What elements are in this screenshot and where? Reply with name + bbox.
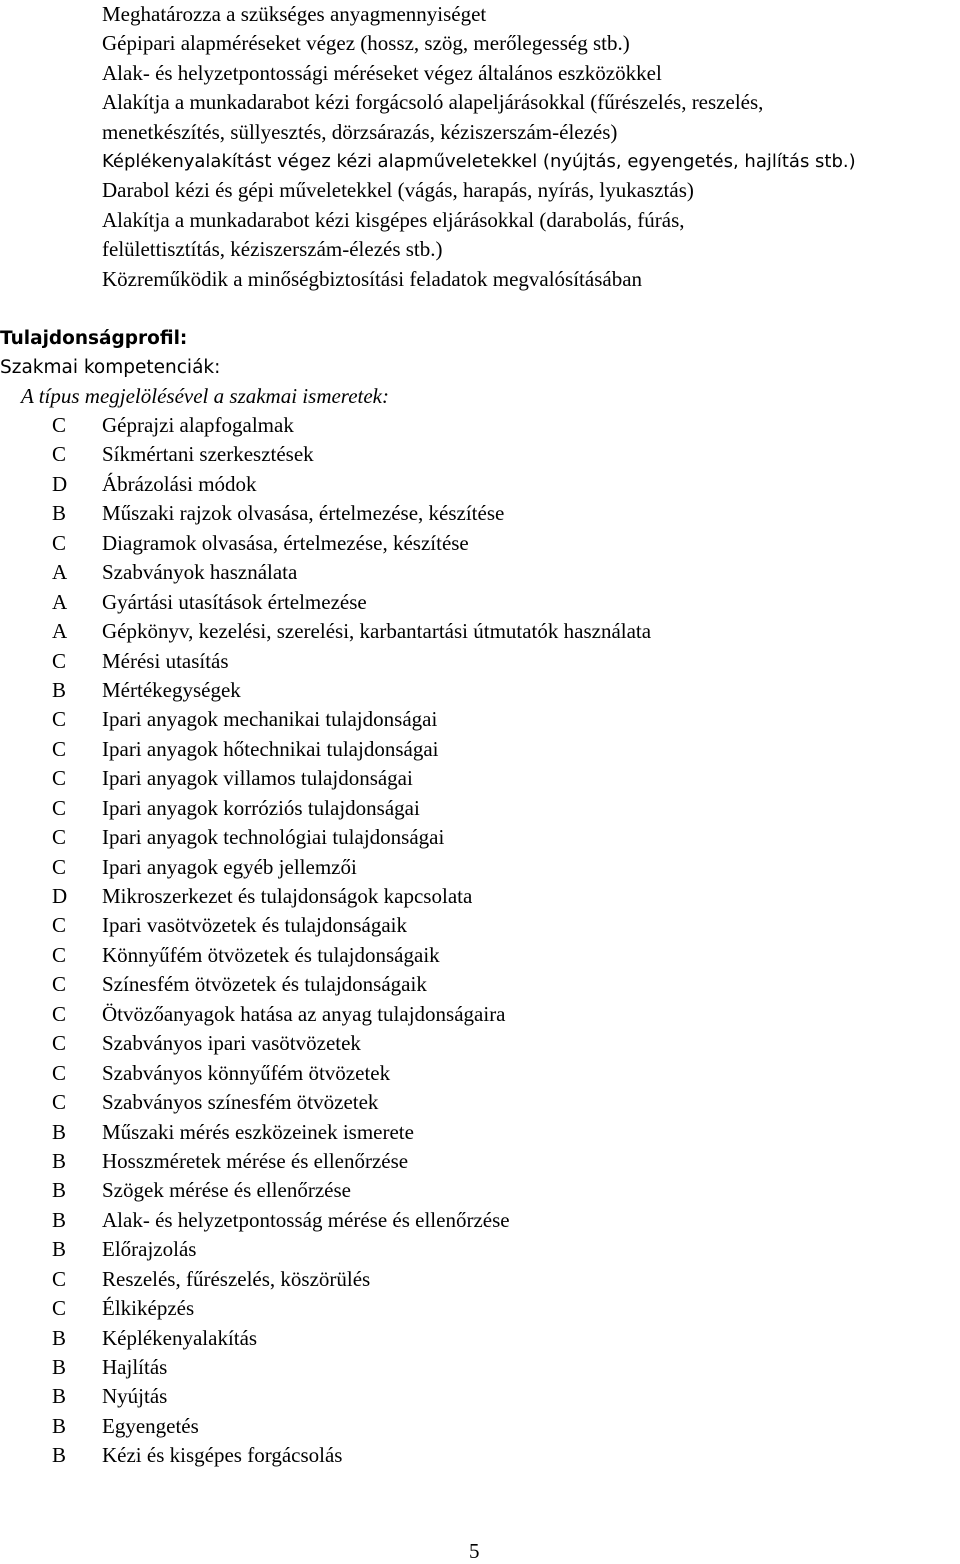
knowledge-row (0, 823, 960, 852)
knowledge-level: C (52, 736, 67, 761)
knowledge-name: Ipari anyagok korróziós tulajdonságai (102, 795, 420, 820)
knowledge-row (0, 470, 960, 499)
knowledge-level: C (52, 1031, 67, 1056)
knowledge-level: B (52, 1178, 67, 1203)
knowledge-name: Géprajzi alapfogalmak (102, 413, 294, 437)
task-line: menetkészítés, süllyesztés, dörzsárazás, kéziszerszám-élezés) (102, 119, 618, 144)
knowledge-name: Műszaki rajzok olvasása, értelmezése, készítése (102, 501, 505, 526)
knowledge-level: C (52, 413, 67, 437)
knowledge-row (0, 941, 960, 970)
knowledge-row (0, 676, 960, 705)
knowledge-level: C (52, 1266, 67, 1291)
knowledge-name: Mérési utasítás (102, 648, 229, 673)
task-line: Alakítja a munkadarabot kézi kisgépes eljárásokkal (darabolás, fúrás, (102, 207, 685, 232)
knowledge-row (0, 617, 960, 646)
knowledge-name: Síkmértani szerkesztések (102, 442, 314, 467)
knowledge-row (0, 558, 960, 587)
task-line: Gépipari alapméréseket végez (hossz, szög, merőlegesség stb.) (102, 31, 630, 56)
knowledge-row (0, 1412, 960, 1441)
knowledge-level: C (52, 825, 67, 850)
knowledge-row (0, 764, 960, 793)
knowledge-level: B (52, 1325, 67, 1350)
profile-heading: Tulajdonságprofil: (0, 328, 188, 349)
task-line: Alak- és helyzetpontossági méréseket végez általános eszközökkel (102, 60, 662, 85)
knowledge-level: C (52, 442, 67, 467)
task-line: Darabol kézi és gépi műveletekkel (vágás, harapás, nyírás, lyukasztás) (102, 178, 694, 203)
knowledge-name: Ipari anyagok technológiai tulajdonságai (102, 825, 445, 850)
knowledge-row (0, 1206, 960, 1235)
knowledge-name: Alak- és helyzetpontosság mérése és ellenőrzése (102, 1207, 510, 1232)
knowledge-level: A (52, 619, 68, 644)
knowledge-name: Képlékenyalakítás (102, 1325, 258, 1350)
knowledge-name: Gépkönyv, kezelési, szerelési, karbantartási útmutatók használata (102, 619, 652, 644)
knowledge-name: Élkiképzés (102, 1296, 195, 1321)
knowledge-level: C (52, 766, 67, 791)
knowledge-level: C (52, 530, 67, 555)
knowledge-level: C (52, 707, 67, 732)
page-number: 5 (469, 1539, 480, 1563)
knowledge-name: Gyártási utasítások értelmezése (102, 589, 367, 614)
knowledge-caption: A típus megjelölésével a szakmai ismeretek: (21, 384, 389, 408)
knowledge-row (0, 1176, 960, 1205)
knowledge-level: C (52, 1090, 67, 1115)
knowledge-level: C (52, 1296, 67, 1321)
knowledge-row (0, 588, 960, 617)
knowledge-row (0, 1088, 960, 1117)
knowledge-level: C (52, 972, 67, 997)
knowledge-name: Ipari vasötvözetek és tulajdonságaik (102, 913, 407, 938)
task-line: Képlékenyalakítást végez kézi alapműveletekkel (nyújtás, egyengetés, hajlítás stb.) (102, 151, 856, 173)
knowledge-row (0, 1382, 960, 1411)
knowledge-name: Ipari anyagok egyéb jellemzői (102, 854, 357, 879)
knowledge-row (0, 1265, 960, 1294)
knowledge-level: B (52, 1355, 67, 1379)
knowledge-row (0, 1294, 960, 1323)
knowledge-level: B (52, 1384, 67, 1409)
knowledge-name: Ábrázolási módok (102, 471, 257, 496)
knowledge-row (0, 911, 960, 940)
knowledge-row (0, 499, 960, 528)
knowledge-level: C (52, 1060, 67, 1085)
knowledge-level: B (52, 1207, 67, 1232)
knowledge-name: Hosszméretek mérése és ellenőrzése (102, 1148, 409, 1173)
knowledge-level: A (52, 589, 68, 614)
knowledge-level: B (52, 677, 67, 702)
task-line: Alakítja a munkadarabot kézi forgácsoló alapeljárásokkal (fűrészelés, reszelés, (102, 90, 764, 115)
knowledge-level: D (52, 471, 68, 496)
knowledge-row (0, 1147, 960, 1176)
knowledge-name: Szabványos könnyűfém ötvözetek (102, 1060, 391, 1085)
knowledge-row (0, 529, 960, 558)
knowledge-name: Ötvözőanyagok hatása az anyag tulajdonságaira (102, 1001, 506, 1026)
task-list (102, 0, 960, 294)
knowledge-name: Egyengetés (102, 1413, 199, 1438)
knowledge-row (0, 853, 960, 882)
knowledge-row (0, 440, 960, 469)
knowledge-name: Szabványok használata (102, 560, 298, 585)
knowledge-level: C (52, 795, 67, 820)
knowledge-row (0, 1235, 960, 1264)
knowledge-level: B (52, 1443, 67, 1468)
knowledge-row (0, 1029, 960, 1058)
task-line: felülettisztítás, kéziszerszám-élezés stb.) (102, 237, 443, 262)
knowledge-name: Mikroszerkezet és tulajdonságok kapcsolata (102, 884, 473, 908)
knowledge-name: Nyújtás (102, 1384, 168, 1409)
knowledge-name: Színesfém ötvözetek és tulajdonságaik (102, 972, 427, 997)
knowledge-level: C (52, 942, 67, 967)
knowledge-row (0, 1000, 960, 1029)
knowledge-level: B (52, 1237, 67, 1262)
knowledge-row (0, 794, 960, 823)
knowledge-name: Ipari anyagok hőtechnikai tulajdonságai (102, 736, 439, 761)
knowledge-level: B (52, 501, 67, 526)
knowledge-level: B (52, 1119, 67, 1144)
task-line: Meghatározza a szükséges anyagmennyiséget (102, 2, 487, 26)
knowledge-row (0, 1059, 960, 1088)
knowledge-row (0, 1324, 960, 1353)
knowledge-name: Szögek mérése és ellenőrzése (102, 1178, 351, 1203)
knowledge-level: B (52, 1413, 67, 1438)
knowledge-row (0, 882, 960, 911)
knowledge-row (0, 970, 960, 999)
knowledge-row (0, 1353, 960, 1382)
profile-subheading: Szakmai kompetenciák: (0, 357, 221, 378)
knowledge-name: Ipari anyagok mechanikai tulajdonságai (102, 707, 438, 732)
knowledge-name: Ipari anyagok villamos tulajdonságai (102, 766, 413, 791)
knowledge-level: C (52, 1001, 67, 1026)
knowledge-name: Műszaki mérés eszközeinek ismerete (102, 1119, 414, 1144)
knowledge-row (0, 1441, 960, 1470)
knowledge-level: C (52, 648, 67, 673)
knowledge-name: Reszelés, fűrészelés, köszörülés (102, 1266, 371, 1291)
knowledge-name: Kézi és kisgépes forgácsolás (102, 1443, 343, 1468)
knowledge-row (0, 1118, 960, 1147)
knowledge-name: Könnyűfém ötvözetek és tulajdonságaik (102, 942, 440, 967)
knowledge-level: D (52, 884, 68, 908)
knowledge-row (0, 411, 960, 440)
knowledge-level: A (52, 560, 68, 585)
knowledge-row (0, 705, 960, 734)
knowledge-name: Diagramok olvasása, értelmezése, készítése (102, 530, 469, 555)
knowledge-level: C (52, 913, 67, 938)
task-line: Közreműködik a minőségbiztosítási feladatok megvalósításában (102, 266, 643, 291)
knowledge-name: Hajlítás (102, 1355, 168, 1379)
knowledge-name: Szabványos színesfém ötvözetek (102, 1090, 379, 1115)
knowledge-list (0, 411, 960, 1471)
knowledge-level: C (52, 854, 67, 879)
knowledge-row (0, 647, 960, 676)
knowledge-level: B (52, 1148, 67, 1173)
knowledge-row (0, 735, 960, 764)
knowledge-name: Mértékegységek (102, 677, 241, 702)
knowledge-name: Előrajzolás (102, 1237, 197, 1262)
knowledge-name: Szabványos ipari vasötvözetek (102, 1031, 361, 1056)
